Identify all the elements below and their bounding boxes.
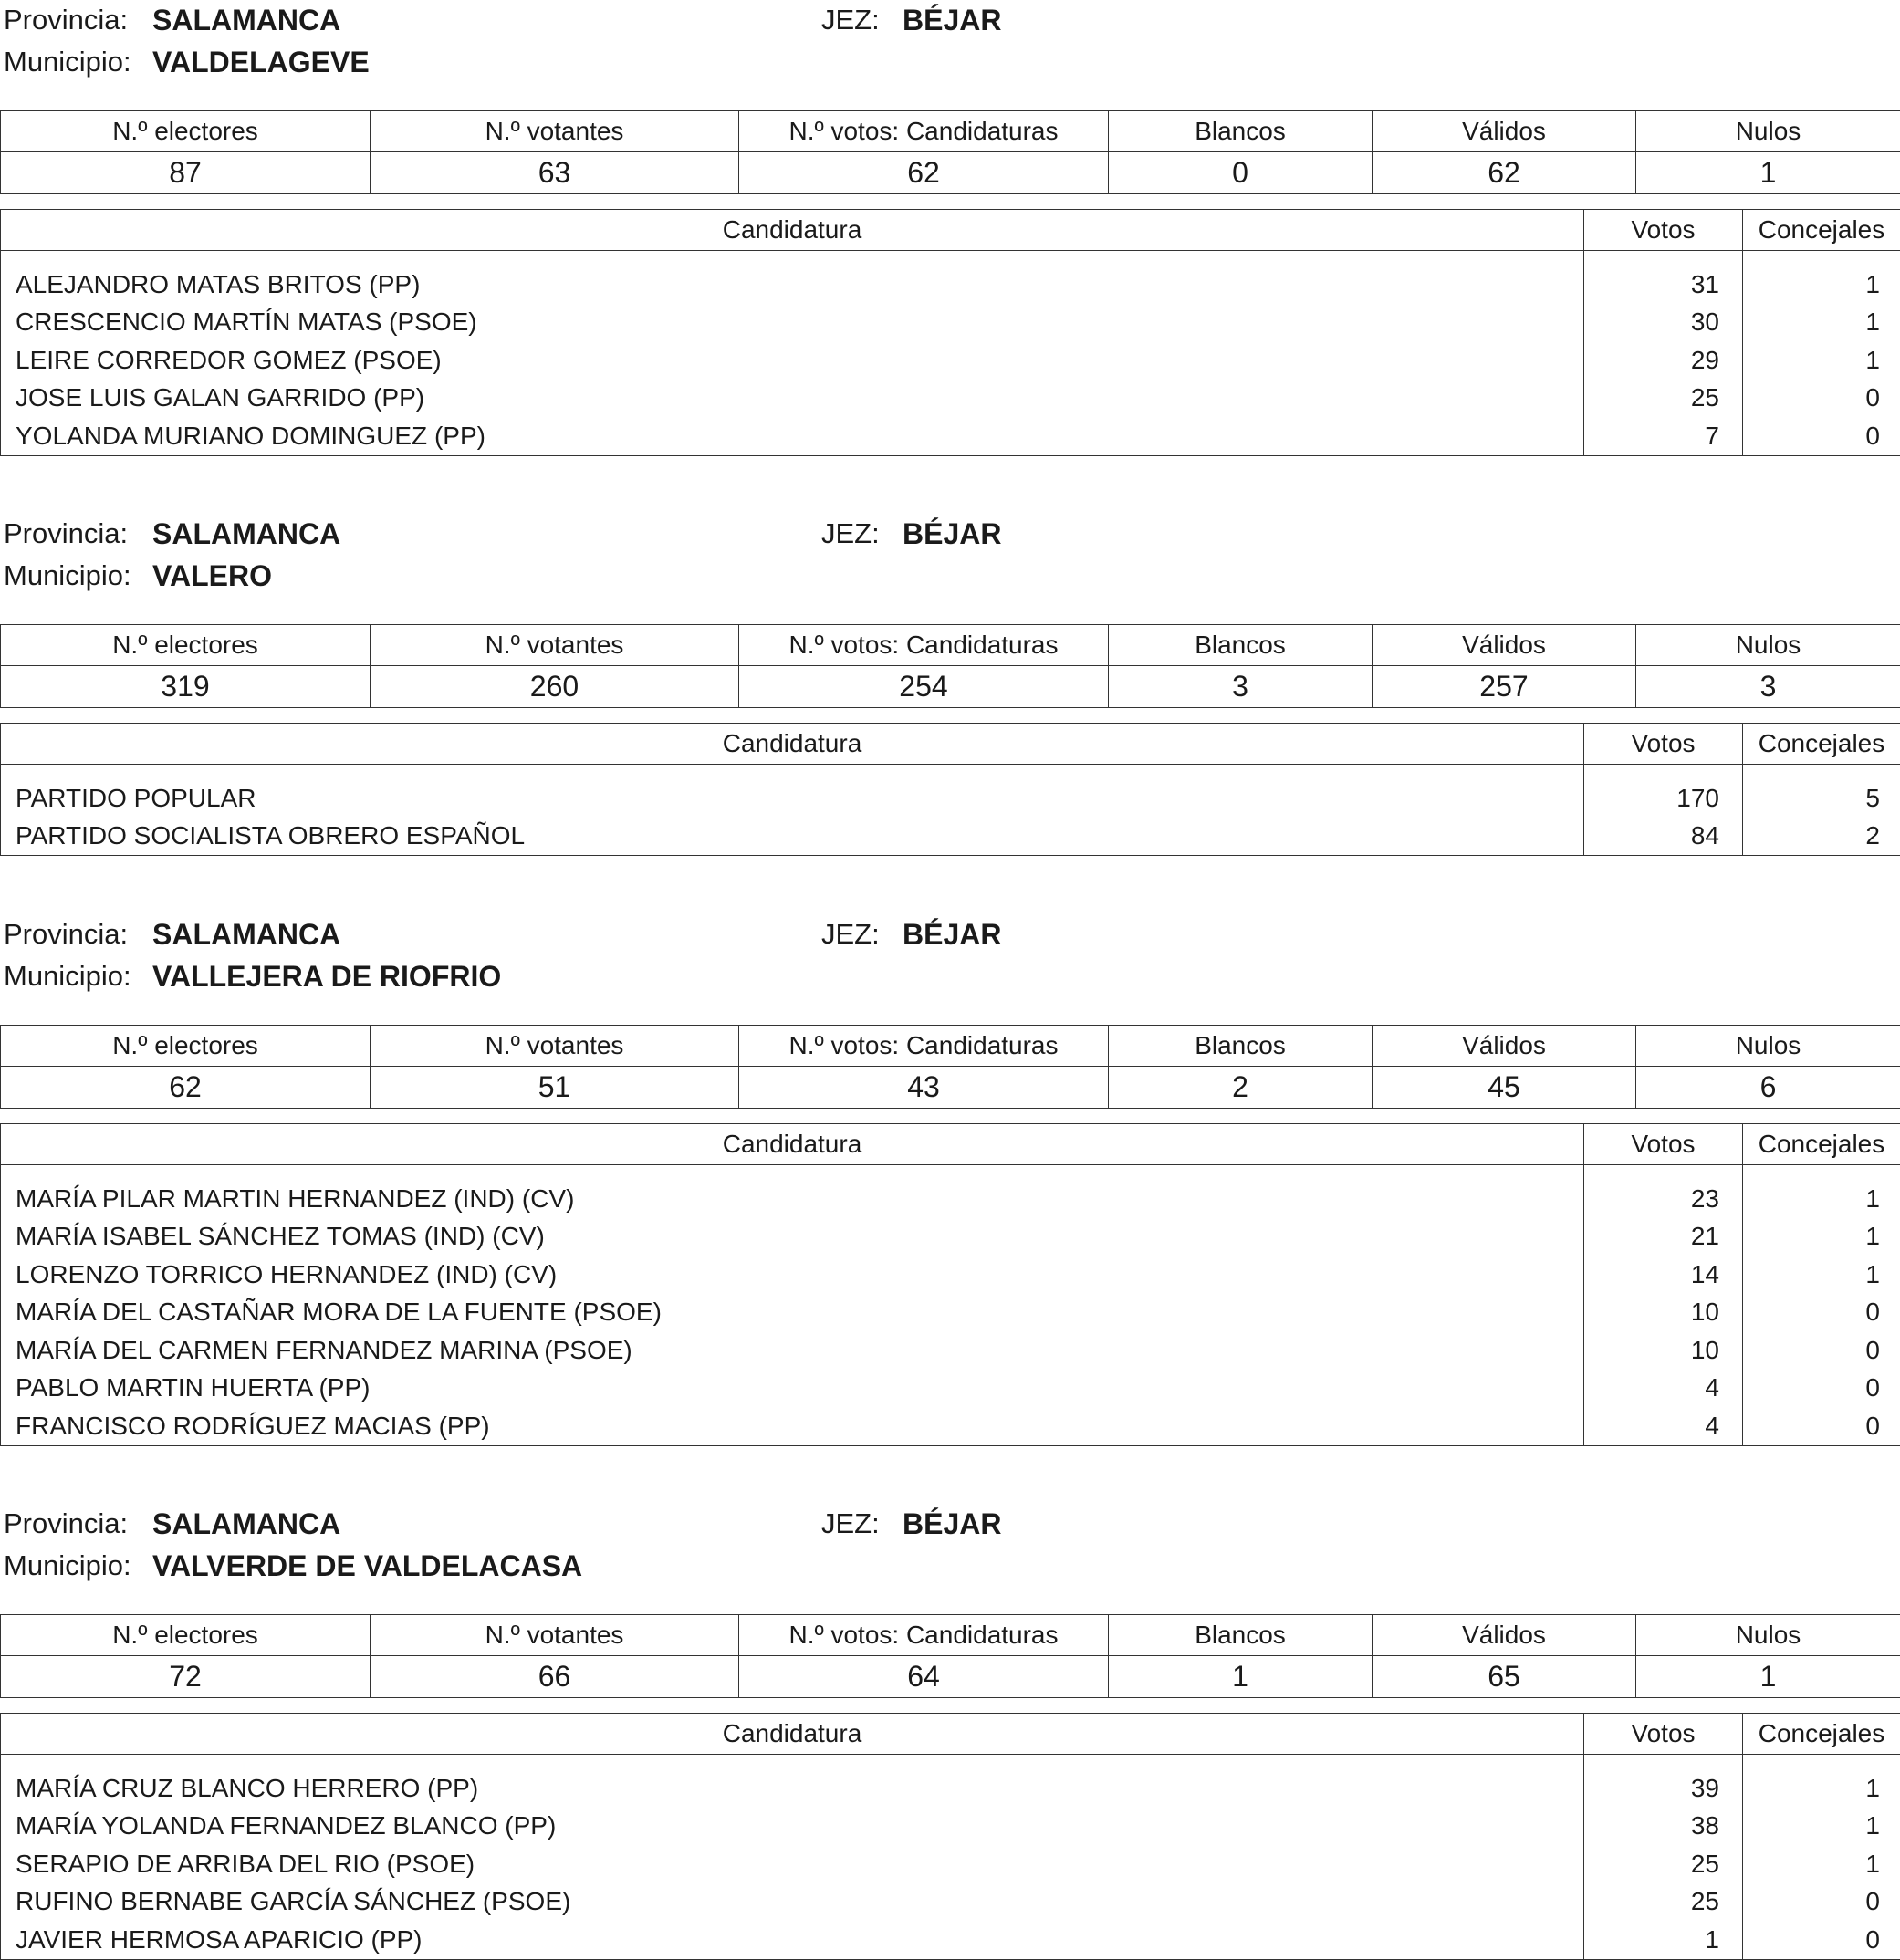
provincia-label: Provincia: (4, 1504, 128, 1544)
electores-value: 319 (1, 666, 371, 708)
candidatura-name: MARÍA CRUZ BLANCO HERRERO (PP) (1, 1769, 1584, 1808)
candidatura-row (1, 1769, 1900, 1808)
candidatura-name: PARTIDO SOCIALISTA OBRERO ESPAÑOL (1, 818, 1584, 856)
blancos-header: Blancos (1109, 1615, 1373, 1656)
candidatura-votos: 10 (1584, 1331, 1743, 1370)
stats-table (0, 1025, 1900, 1109)
validos-header: Válidos (1373, 1615, 1636, 1656)
candidatura-name: JAVIER HERMOSA APARICIO (PP) (1, 1921, 1584, 1959)
candidatura-votos: 10 (1584, 1294, 1743, 1332)
nulos-value: 1 (1636, 1656, 1900, 1698)
validos-value: 257 (1373, 666, 1636, 708)
electores-value: 72 (1, 1656, 371, 1698)
blancos-value: 0 (1109, 152, 1373, 194)
blancos-value: 1 (1109, 1656, 1373, 1698)
candidatura-votos: 25 (1584, 380, 1743, 418)
blancos-header: Blancos (1109, 1026, 1373, 1067)
blancos-header: Blancos (1109, 625, 1373, 666)
candidatura-concejales: 1 (1743, 1218, 1900, 1256)
candidatura-name: YOLANDA MURIANO DOMINGUEZ (PP) (1, 417, 1584, 455)
nulos-header: Nulos (1636, 1026, 1900, 1067)
candidatura-row (1, 1218, 1900, 1256)
candidatura-concejales: 1 (1743, 304, 1900, 342)
candidatura-row (1, 1808, 1900, 1846)
candidatura-row (1, 1370, 1900, 1408)
concejales-header: Concejales (1743, 1714, 1900, 1755)
votos-candidaturas-header: N.º votos: Candidaturas (739, 1615, 1109, 1656)
candidatura-row (1, 779, 1900, 818)
candidatura-votos: 1 (1584, 1921, 1743, 1959)
provincia-value: SALAMANCA (152, 514, 340, 554)
candidatura-row (1, 341, 1900, 380)
concejales-header: Concejales (1743, 210, 1900, 251)
votantes-value: 260 (371, 666, 739, 708)
candidatura-name: PABLO MARTIN HUERTA (PP) (1, 1370, 1584, 1408)
electores-header: N.º electores (1, 111, 371, 152)
candidaturas-table (0, 209, 1900, 456)
candidatura-row (1, 1256, 1900, 1294)
stats-table (0, 1614, 1900, 1698)
candidatura-concejales: 0 (1743, 1370, 1900, 1408)
municipio-value: VALDELAGEVE (152, 42, 370, 82)
candidatura-name: FRANCISCO RODRÍGUEZ MACIAS (PP) (1, 1407, 1584, 1445)
votantes-header: N.º votantes (371, 1026, 739, 1067)
candidatura-name: ALEJANDRO MATAS BRITOS (PP) (1, 266, 1584, 304)
candidaturas-table (0, 1713, 1900, 1960)
candidatura-votos: 14 (1584, 1256, 1743, 1294)
candidatura-concejales: 0 (1743, 1883, 1900, 1922)
electores-value: 62 (1, 1067, 371, 1109)
votos-candidaturas-header: N.º votos: Candidaturas (739, 1026, 1109, 1067)
municipio-label: Municipio: (4, 1546, 131, 1586)
jez-value: BÉJAR (903, 514, 1001, 554)
candidatura-votos: 4 (1584, 1407, 1743, 1445)
votos-candidaturas-value: 254 (739, 666, 1109, 708)
provincia-value: SALAMANCA (152, 914, 340, 954)
provincia-label: Provincia: (4, 914, 128, 954)
candidatura-concejales: 1 (1743, 1180, 1900, 1218)
candidatura-row (1, 1294, 1900, 1332)
candidatura-concejales: 0 (1743, 1407, 1900, 1445)
votos-header: Votos (1584, 724, 1743, 765)
jez-value: BÉJAR (903, 1504, 1001, 1544)
candidatura-concejales: 0 (1743, 1331, 1900, 1370)
candidatura-name: MARÍA ISABEL SÁNCHEZ TOMAS (IND) (CV) (1, 1218, 1584, 1256)
nulos-value: 3 (1636, 666, 1900, 708)
candidatura-votos: 7 (1584, 417, 1743, 455)
candidatura-votos: 39 (1584, 1769, 1743, 1808)
nulos-value: 1 (1636, 152, 1900, 194)
provincia-value: SALAMANCA (152, 1504, 340, 1544)
candidatura-name: LORENZO TORRICO HERNANDEZ (IND) (CV) (1, 1256, 1584, 1294)
nulos-header: Nulos (1636, 111, 1900, 152)
candidatura-header: Candidatura (1, 1124, 1584, 1165)
municipio-value: VALLEJERA DE RIOFRIO (152, 956, 501, 996)
stats-table (0, 110, 1900, 194)
candidatura-votos: 23 (1584, 1180, 1743, 1218)
candidatura-votos: 31 (1584, 266, 1743, 304)
electores-header: N.º electores (1, 1026, 371, 1067)
votos-candidaturas-header: N.º votos: Candidaturas (739, 625, 1109, 666)
candidatura-header: Candidatura (1, 724, 1584, 765)
nulos-header: Nulos (1636, 625, 1900, 666)
municipio-label: Municipio: (4, 42, 131, 82)
validos-header: Válidos (1373, 1026, 1636, 1067)
municipio-value: VALVERDE DE VALDELACASA (152, 1546, 582, 1586)
votantes-value: 51 (371, 1067, 739, 1109)
candidatura-row (1, 304, 1900, 342)
stats-table (0, 624, 1900, 708)
candidatura-votos: 25 (1584, 1845, 1743, 1883)
electores-value: 87 (1, 152, 371, 194)
validos-header: Válidos (1373, 625, 1636, 666)
votantes-header: N.º votantes (371, 625, 739, 666)
candidatura-row (1, 1845, 1900, 1883)
blancos-value: 3 (1109, 666, 1373, 708)
candidatura-votos: 21 (1584, 1218, 1743, 1256)
candidatura-votos: 84 (1584, 818, 1743, 856)
candidatura-row (1, 1921, 1900, 1959)
candidatura-header: Candidatura (1, 1714, 1584, 1755)
candidatura-name: RUFINO BERNABE GARCÍA SÁNCHEZ (PSOE) (1, 1883, 1584, 1922)
electores-header: N.º electores (1, 625, 371, 666)
candidaturas-table (0, 723, 1900, 856)
votos-candidaturas-value: 43 (739, 1067, 1109, 1109)
municipio-label: Municipio: (4, 556, 131, 596)
candidatura-concejales: 0 (1743, 380, 1900, 418)
candidatura-concejales: 1 (1743, 1845, 1900, 1883)
electores-header: N.º electores (1, 1615, 371, 1656)
provincia-value: SALAMANCA (152, 0, 340, 40)
votantes-value: 63 (371, 152, 739, 194)
candidaturas-table (0, 1123, 1900, 1446)
blancos-value: 2 (1109, 1067, 1373, 1109)
candidatura-name: MARÍA DEL CASTAÑAR MORA DE LA FUENTE (PSOE) (1, 1294, 1584, 1332)
jez-value: BÉJAR (903, 914, 1001, 954)
validos-value: 62 (1373, 152, 1636, 194)
candidatura-row (1, 818, 1900, 856)
votos-header: Votos (1584, 1714, 1743, 1755)
candidatura-votos: 4 (1584, 1370, 1743, 1408)
votantes-header: N.º votantes (371, 1615, 739, 1656)
candidatura-name: LEIRE CORREDOR GOMEZ (PSOE) (1, 341, 1584, 380)
candidatura-row (1, 1331, 1900, 1370)
candidatura-votos: 170 (1584, 779, 1743, 818)
candidatura-concejales: 1 (1743, 1769, 1900, 1808)
candidatura-name: CRESCENCIO MARTÍN MATAS (PSOE) (1, 304, 1584, 342)
candidatura-row (1, 1407, 1900, 1445)
candidatura-votos: 25 (1584, 1883, 1743, 1922)
candidatura-name: SERAPIO DE ARRIBA DEL RIO (PSOE) (1, 1845, 1584, 1883)
candidatura-row (1, 380, 1900, 418)
concejales-header: Concejales (1743, 724, 1900, 765)
candidatura-row (1, 1180, 1900, 1218)
blancos-header: Blancos (1109, 111, 1373, 152)
nulos-value: 6 (1636, 1067, 1900, 1109)
candidatura-concejales: 1 (1743, 341, 1900, 380)
candidatura-concejales: 0 (1743, 1921, 1900, 1959)
candidatura-name: MARÍA YOLANDA FERNANDEZ BLANCO (PP) (1, 1808, 1584, 1846)
candidatura-concejales: 5 (1743, 779, 1900, 818)
votos-candidaturas-value: 64 (739, 1656, 1109, 1698)
votos-candidaturas-header: N.º votos: Candidaturas (739, 111, 1109, 152)
votos-header: Votos (1584, 210, 1743, 251)
candidatura-row (1, 1883, 1900, 1922)
votantes-value: 66 (371, 1656, 739, 1698)
candidatura-votos: 38 (1584, 1808, 1743, 1846)
candidatura-name: MARÍA DEL CARMEN FERNANDEZ MARINA (PSOE) (1, 1331, 1584, 1370)
candidatura-name: PARTIDO POPULAR (1, 779, 1584, 818)
jez-label: JEZ: (821, 0, 880, 40)
votos-candidaturas-value: 62 (739, 152, 1109, 194)
validos-value: 65 (1373, 1656, 1636, 1698)
concejales-header: Concejales (1743, 1124, 1900, 1165)
candidatura-votos: 30 (1584, 304, 1743, 342)
candidatura-concejales: 1 (1743, 1808, 1900, 1846)
candidatura-name: MARÍA PILAR MARTIN HERNANDEZ (IND) (CV) (1, 1180, 1584, 1218)
candidatura-header: Candidatura (1, 210, 1584, 251)
candidatura-concejales: 1 (1743, 1256, 1900, 1294)
candidatura-name: JOSE LUIS GALAN GARRIDO (PP) (1, 380, 1584, 418)
validos-value: 45 (1373, 1067, 1636, 1109)
votantes-header: N.º votantes (371, 111, 739, 152)
candidatura-concejales: 0 (1743, 1294, 1900, 1332)
candidatura-row (1, 417, 1900, 455)
candidatura-row (1, 266, 1900, 304)
provincia-label: Provincia: (4, 514, 128, 554)
validos-header: Válidos (1373, 111, 1636, 152)
jez-label: JEZ: (821, 1504, 880, 1544)
votos-header: Votos (1584, 1124, 1743, 1165)
candidatura-concejales: 1 (1743, 266, 1900, 304)
municipio-value: VALERO (152, 556, 272, 596)
candidatura-concejales: 2 (1743, 818, 1900, 856)
jez-label: JEZ: (821, 514, 880, 554)
jez-value: BÉJAR (903, 0, 1001, 40)
candidatura-votos: 29 (1584, 341, 1743, 380)
candidatura-concejales: 0 (1743, 417, 1900, 455)
municipio-label: Municipio: (4, 956, 131, 996)
provincia-label: Provincia: (4, 0, 128, 40)
jez-label: JEZ: (821, 914, 880, 954)
nulos-header: Nulos (1636, 1615, 1900, 1656)
